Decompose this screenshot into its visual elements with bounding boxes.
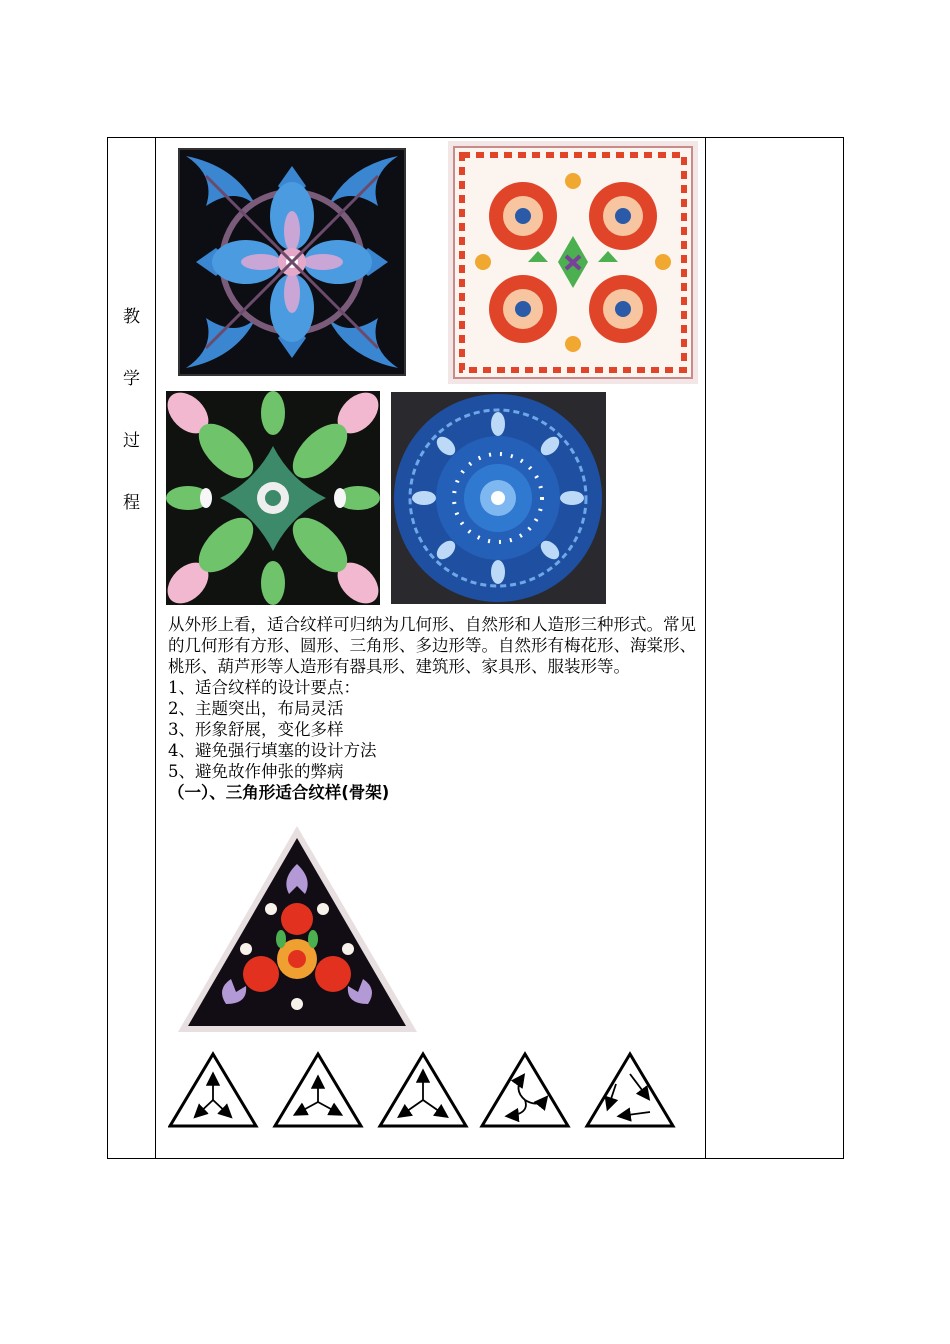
teaching-process-label xyxy=(108,286,155,534)
point-2: 2、主题突出，布局灵活 xyxy=(168,699,344,718)
section-heading: （一）、三角形适合纹样(骨架) xyxy=(168,783,390,802)
side-char-2: 学 xyxy=(123,369,140,389)
point-4: 4、避免强行填塞的设计方法 xyxy=(168,741,377,760)
triangle-pattern-image xyxy=(176,824,419,1034)
intro-paragraph: 从外形上看，适合纹样可归纳为几何形、自然形和人造形三种形式。常见的几何形有方形、圆形、三角形、多边形等。自然形有梅花形、海棠形、桃形、葫芦形等人造形有器具形、建筑形、家具形、服装形等。 xyxy=(168,615,696,676)
content-text xyxy=(168,614,708,803)
lesson-table xyxy=(107,137,844,1159)
column-divider-1 xyxy=(155,138,156,1158)
green-square-pattern-image xyxy=(166,391,380,605)
point-3: 3、形象舒展，变化多样 xyxy=(168,720,344,739)
red-square-pattern-image xyxy=(448,141,698,384)
point-1: 1、适合纹样的设计要点： xyxy=(168,678,360,697)
side-char-4: 程 xyxy=(123,493,140,513)
side-char-3: 过 xyxy=(123,431,140,451)
side-char-1: 教 xyxy=(123,307,140,327)
blue-circular-pattern-image xyxy=(391,392,606,604)
blue-square-pattern-image xyxy=(176,146,408,378)
triangle-skeleton-diagrams xyxy=(168,1050,688,1132)
point-5: 5、避免故作伸张的弊病 xyxy=(168,762,344,781)
